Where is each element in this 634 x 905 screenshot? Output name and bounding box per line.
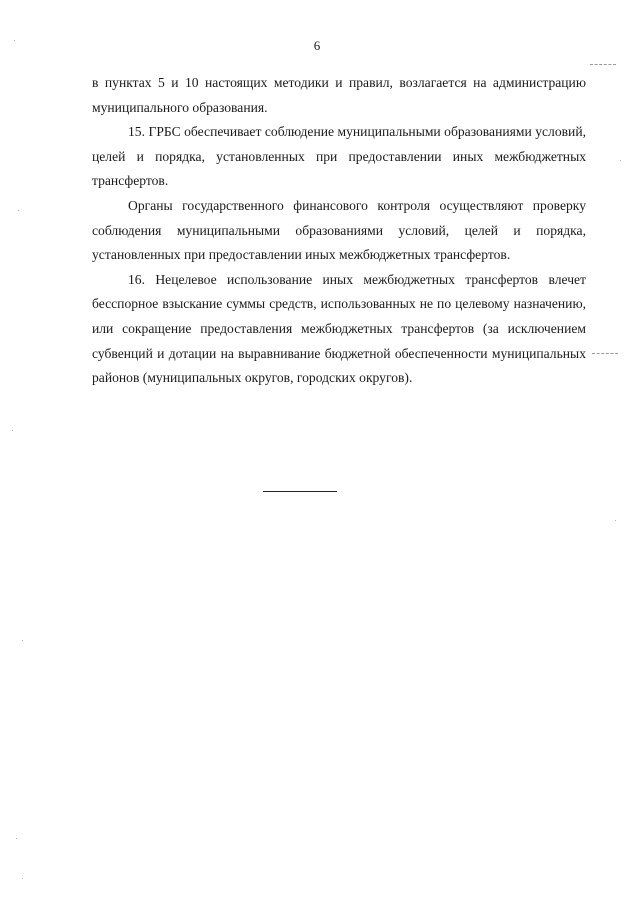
- scan-artifact: [18, 210, 19, 211]
- scan-artifact: [16, 838, 17, 839]
- scan-artifact: [22, 878, 23, 879]
- document-body: [92, 71, 586, 391]
- paragraph-control-bodies: Органы государственного финансового контроля осуществляют проверку соблюдения муниципальными образованиями условий, целей и порядка, установленных при предоставлении иных межбюджетных трансфертов.: [92, 197, 586, 263]
- scan-artifact: [615, 520, 616, 521]
- paragraph-item-16: 16. Нецелевое использование иных межбюджетных трансфертов влечет бесспорное взыскание суммы средств, использованных не по целевому назначению, или сокращение предоставления межбюджетных трансфертов (за исключением субвенций и дотации на выравнивание бюджетной обеспеченности муниципальных районов (муниципальных округов, городских округов).: [92, 271, 586, 386]
- paragraph-continuation: в пунктах 5 и 10 настоящих методики и правил, возлагается на администрацию муниципального образования.: [92, 75, 586, 115]
- paragraph-item-15: 15. ГРБС обеспечивает соблюдение муниципальными образованиями условий, целей и порядка, установленных при предоставлении иных межбюджетных трансфертов.: [92, 124, 586, 189]
- scan-artifact: [12, 430, 13, 431]
- scan-artifact: [590, 64, 616, 65]
- page-number: 6: [313, 38, 321, 53]
- scan-artifact: [592, 353, 618, 354]
- scan-artifact: [22, 640, 23, 641]
- end-of-text-rule: [263, 491, 337, 492]
- scan-artifact: [14, 40, 15, 41]
- scan-artifact: [620, 160, 621, 161]
